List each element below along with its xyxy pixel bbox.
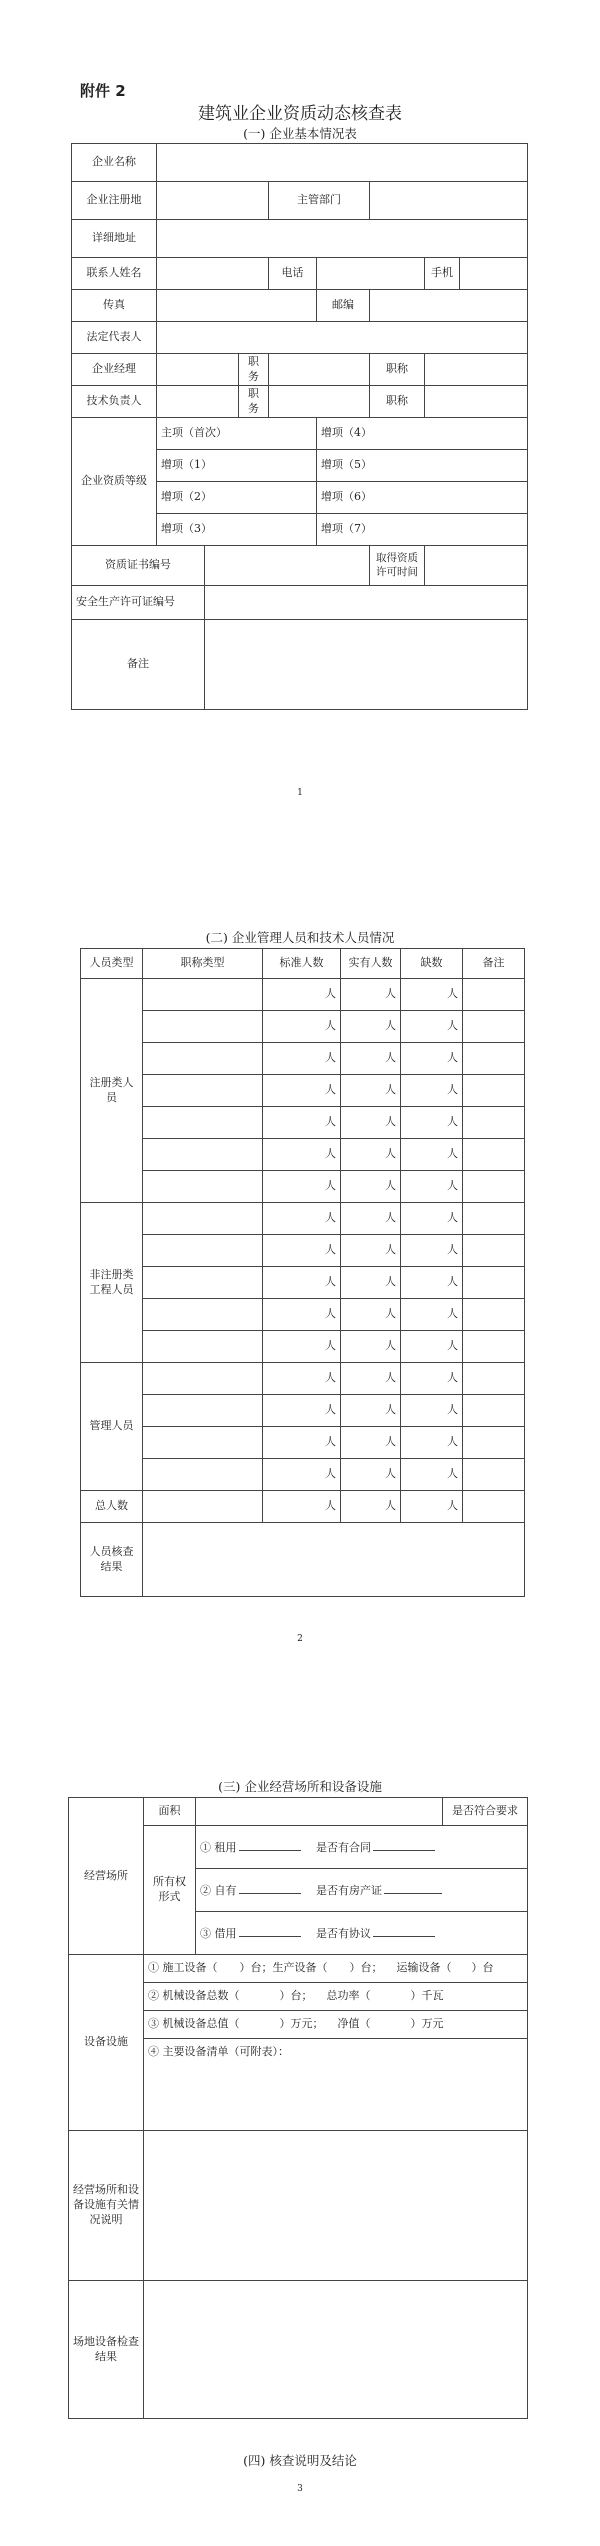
table-cell[interactable] [463,1395,525,1427]
cert-no-field[interactable] [205,546,370,586]
reg-place-field[interactable] [157,182,269,220]
equip-row-1[interactable] [144,1955,528,1983]
unit-cell[interactable]: 人 [341,1107,401,1139]
label-cert-time: 取得资质许可时间 [370,546,425,586]
legal-rep-field[interactable] [157,322,528,354]
table-cell[interactable] [143,1427,263,1459]
table-cell[interactable] [143,1011,263,1043]
manager-field[interactable] [157,354,239,386]
unit-cell[interactable]: 人 [401,1299,463,1331]
unit-cell[interactable]: 人 [263,1395,341,1427]
unit-cell[interactable]: 人 [401,1459,463,1491]
mobile-field[interactable] [460,258,528,290]
page-number-3: 3 [297,2484,303,2494]
table-cell[interactable] [143,1235,263,1267]
unit-cell[interactable]: 人 [263,1491,341,1523]
label-duty-1: 职务 [239,354,269,386]
table-cell[interactable] [143,1075,263,1107]
label-qual-level: 企业资质等级 [72,418,157,546]
equip-text: ）千瓦 [410,1989,444,2003]
equip-text: ）万元； [279,2017,324,2031]
unit-cell[interactable]: 人 [263,1299,341,1331]
unit-cell[interactable]: 人 [263,1203,341,1235]
unit-cell[interactable]: 人 [401,1267,463,1299]
header-cell: 人员类型 [81,949,143,979]
table-cell[interactable] [143,1395,263,1427]
equip-list-field[interactable] [144,2039,528,2131]
authority-field[interactable] [370,182,528,220]
unit-cell[interactable]: 人 [401,1011,463,1043]
phone-field[interactable] [317,258,425,290]
attachment-label: 附件 2 [80,82,126,100]
fax-field[interactable] [157,290,317,322]
equip-text: ）台 [471,1961,494,1975]
label-area: 面积 [144,1798,196,1826]
group-label-non-registered: 非注册类工程人员 [81,1203,143,1363]
unit-cell[interactable]: 人 [341,979,401,1011]
title-2-field[interactable] [425,386,528,418]
table-cell[interactable] [463,1491,525,1523]
unit-cell[interactable]: 人 [401,1107,463,1139]
unit-cell[interactable]: 人 [341,1427,401,1459]
unit-cell[interactable]: 人 [263,1427,341,1459]
equip-list-label: ④ 主要设备清单（可附表）： [148,2045,289,2058]
header-cell: 缺数 [401,949,463,979]
table-cell[interactable] [143,1203,263,1235]
unit-cell[interactable]: 人 [401,1203,463,1235]
label-cert-no: 资质证书编号 [72,546,205,586]
table-cell[interactable] [463,1139,525,1171]
ownership-check: 是否有房产证 [316,1883,382,1897]
label-address: 详细地址 [72,220,157,258]
equip-text: 运输设备（ [396,1961,452,1975]
explain-field[interactable] [144,2131,528,2281]
ownership-option: ① 租用 [200,1840,237,1854]
unit-cell[interactable]: 人 [263,1171,341,1203]
equip-text: 总功率（ [326,1989,371,2003]
unit-cell[interactable]: 人 [401,1139,463,1171]
result-label: 人员核查结果 [81,1523,143,1597]
unit-cell[interactable]: 人 [263,1331,341,1363]
ownership-check: 是否有协议 [316,1926,371,1940]
unit-cell[interactable]: 人 [263,1363,341,1395]
address-field[interactable] [157,220,528,258]
header-cell: 实有人数 [341,949,401,979]
table-cell[interactable] [143,1331,263,1363]
table-cell[interactable] [143,1043,263,1075]
unit-cell[interactable]: 人 [341,1043,401,1075]
unit-cell[interactable]: 人 [401,1043,463,1075]
table-cell[interactable] [143,1107,263,1139]
unit-cell[interactable]: 人 [341,1235,401,1267]
qual-item: 增项（1） [157,450,317,482]
unit-cell[interactable]: 人 [263,979,341,1011]
table-cell[interactable] [463,1171,525,1203]
area-field[interactable] [196,1798,443,1826]
unit-cell[interactable]: 人 [341,1331,401,1363]
table-cell[interactable] [463,1331,525,1363]
duty-1-field[interactable] [269,354,370,386]
unit-cell[interactable]: 人 [341,1363,401,1395]
section-title-3: (三) 企业经营场所和设备设施 [218,1779,382,1794]
unit-cell[interactable]: 人 [341,1011,401,1043]
label-phone: 电话 [269,258,317,290]
label-title-2: 职称 [370,386,425,418]
qual-item: 增项（7） [317,514,528,546]
main-title: 建筑业企业资质动态核查表 [198,104,402,124]
table-cell[interactable] [463,1235,525,1267]
table-cell[interactable] [143,1363,263,1395]
label-reg-place: 企业注册地 [72,182,157,220]
table-cell[interactable] [463,1203,525,1235]
label-equip: 设备设施 [69,1955,144,2131]
label-inspect: 场地设备检查结果 [69,2281,144,2419]
unit-cell[interactable]: 人 [263,1011,341,1043]
ownership-check: 是否有合同 [316,1840,371,1854]
unit-cell[interactable]: 人 [401,1235,463,1267]
tech-lead-field[interactable] [157,386,239,418]
unit-cell[interactable]: 人 [401,1491,463,1523]
label-tech-lead: 技术负责人 [72,386,157,418]
qual-item: 增项（3） [157,514,317,546]
unit-cell[interactable]: 人 [263,1107,341,1139]
remarks-field[interactable] [205,620,528,710]
unit-cell[interactable]: 人 [263,1235,341,1267]
label-company-name: 企业名称 [72,144,157,182]
table-cell[interactable] [143,1267,263,1299]
table-cell[interactable] [143,979,263,1011]
qual-item: 增项（5） [317,450,528,482]
unit-cell[interactable]: 人 [263,1043,341,1075]
unit-cell[interactable]: 人 [341,1491,401,1523]
blank-line[interactable] [373,1925,435,1937]
label-legal-rep: 法定代表人 [72,322,157,354]
qual-item: 增项（4） [317,418,528,450]
unit-cell[interactable]: 人 [401,1075,463,1107]
title-1-field[interactable] [425,354,528,386]
table-cell[interactable] [143,1299,263,1331]
blank-line[interactable] [384,1882,442,1894]
table-cell[interactable] [463,1043,525,1075]
section-title-2: (二) 企业管理人员和技术人员情况 [205,930,395,945]
table-cell[interactable] [143,1491,263,1523]
blank-line[interactable] [239,1925,301,1937]
unit-cell[interactable]: 人 [263,1459,341,1491]
equip-text: ）台；生产设备（ [239,1961,328,1975]
ownership-option: ② 自有 [200,1883,237,1897]
group-label-registered: 注册类人员 [81,979,143,1203]
unit-cell[interactable]: 人 [341,1299,401,1331]
unit-cell[interactable]: 人 [263,1267,341,1299]
label-explain: 经营场所和设备设施有关情况说明 [69,2131,144,2281]
facility-table [68,1797,528,2419]
unit-cell[interactable]: 人 [401,1363,463,1395]
header-cell: 职称类型 [143,949,263,979]
result-field[interactable] [143,1523,525,1597]
table-cell[interactable] [463,1011,525,1043]
unit-cell[interactable]: 人 [401,1171,463,1203]
unit-cell[interactable]: 人 [341,1075,401,1107]
inspect-field[interactable] [144,2281,528,2419]
equip-text: ② 机械设备总数（ [148,1989,240,2003]
label-place: 经营场所 [69,1798,144,1955]
label-title-1: 职称 [370,354,425,386]
equip-text: ）万元 [410,2017,444,2031]
label-ownership: 所有权形式 [144,1826,196,1955]
header-cell: 备注 [463,949,525,979]
page-number-1: 1 [297,788,303,798]
ownership-row-rent[interactable] [196,1826,528,1869]
unit-cell[interactable]: 人 [401,979,463,1011]
safety-no-field[interactable] [205,586,528,620]
page-number-2: 2 [297,1634,303,1644]
contact-field[interactable] [157,258,269,290]
unit-cell[interactable]: 人 [341,1139,401,1171]
ownership-row-borrow[interactable] [196,1912,528,1955]
unit-cell[interactable]: 人 [263,1075,341,1107]
qual-item: 主项（首次） [157,418,317,450]
unit-cell[interactable]: 人 [341,1203,401,1235]
label-safety-no: 安全生产许可证编号 [72,586,205,620]
equip-row-2[interactable] [144,1983,528,2011]
blank-line[interactable] [239,1839,301,1851]
blank-line[interactable] [239,1882,301,1894]
label-remarks: 备注 [72,620,205,710]
basic-info-table [71,143,528,710]
unit-cell[interactable]: 人 [341,1267,401,1299]
table-cell[interactable] [143,1139,263,1171]
equip-text: ① 施工设备（ [148,1961,218,1975]
unit-cell[interactable]: 人 [401,1395,463,1427]
qual-item: 增项（2） [157,482,317,514]
equip-text: ③ 机械设备总值（ [148,2017,240,2031]
header-cell: 标准人数 [263,949,341,979]
postcode-field[interactable] [370,290,528,322]
table-cell[interactable] [143,1459,263,1491]
label-meets-req: 是否符合要求 [443,1798,528,1826]
equip-text: ）台； [349,1961,383,1975]
unit-cell[interactable]: 人 [401,1427,463,1459]
equip-row-3[interactable] [144,2011,528,2039]
table-cell[interactable] [463,1267,525,1299]
table-cell[interactable] [143,1171,263,1203]
label-duty-2: 职务 [239,386,269,418]
table-cell[interactable] [463,979,525,1011]
label-contact: 联系人姓名 [72,258,157,290]
total-label: 总人数 [81,1491,143,1523]
section-title-1: (一) 企业基本情况表 [243,126,357,141]
label-postcode: 邮编 [317,290,370,322]
group-label-management: 管理人员 [81,1363,143,1491]
ownership-row-own[interactable] [196,1869,528,1912]
company-name-field[interactable] [157,144,528,182]
unit-cell[interactable]: 人 [341,1459,401,1491]
section-title-4: (四) 核查说明及结论 [243,2453,357,2468]
label-manager: 企业经理 [72,354,157,386]
equip-text: 净值（ [337,2017,371,2031]
unit-cell[interactable]: 人 [263,1139,341,1171]
unit-cell[interactable]: 人 [341,1171,401,1203]
equip-text: ）台； [279,1989,313,2003]
unit-cell[interactable]: 人 [401,1331,463,1363]
qual-item: 增项（6） [317,482,528,514]
table-cell[interactable] [463,1107,525,1139]
label-fax: 传真 [72,290,157,322]
table-cell[interactable] [463,1427,525,1459]
label-mobile: 手机 [425,258,460,290]
label-authority: 主管部门 [269,182,370,220]
unit-cell[interactable]: 人 [341,1395,401,1427]
ownership-option: ③ 借用 [200,1926,237,1940]
table-cell[interactable] [463,1459,525,1491]
personnel-table [80,948,525,1597]
duty-2-field[interactable] [269,386,370,418]
table-cell[interactable] [463,1299,525,1331]
table-cell[interactable] [463,1075,525,1107]
blank-line[interactable] [373,1839,435,1851]
table-cell[interactable] [463,1363,525,1395]
cert-time-field[interactable] [425,546,528,586]
